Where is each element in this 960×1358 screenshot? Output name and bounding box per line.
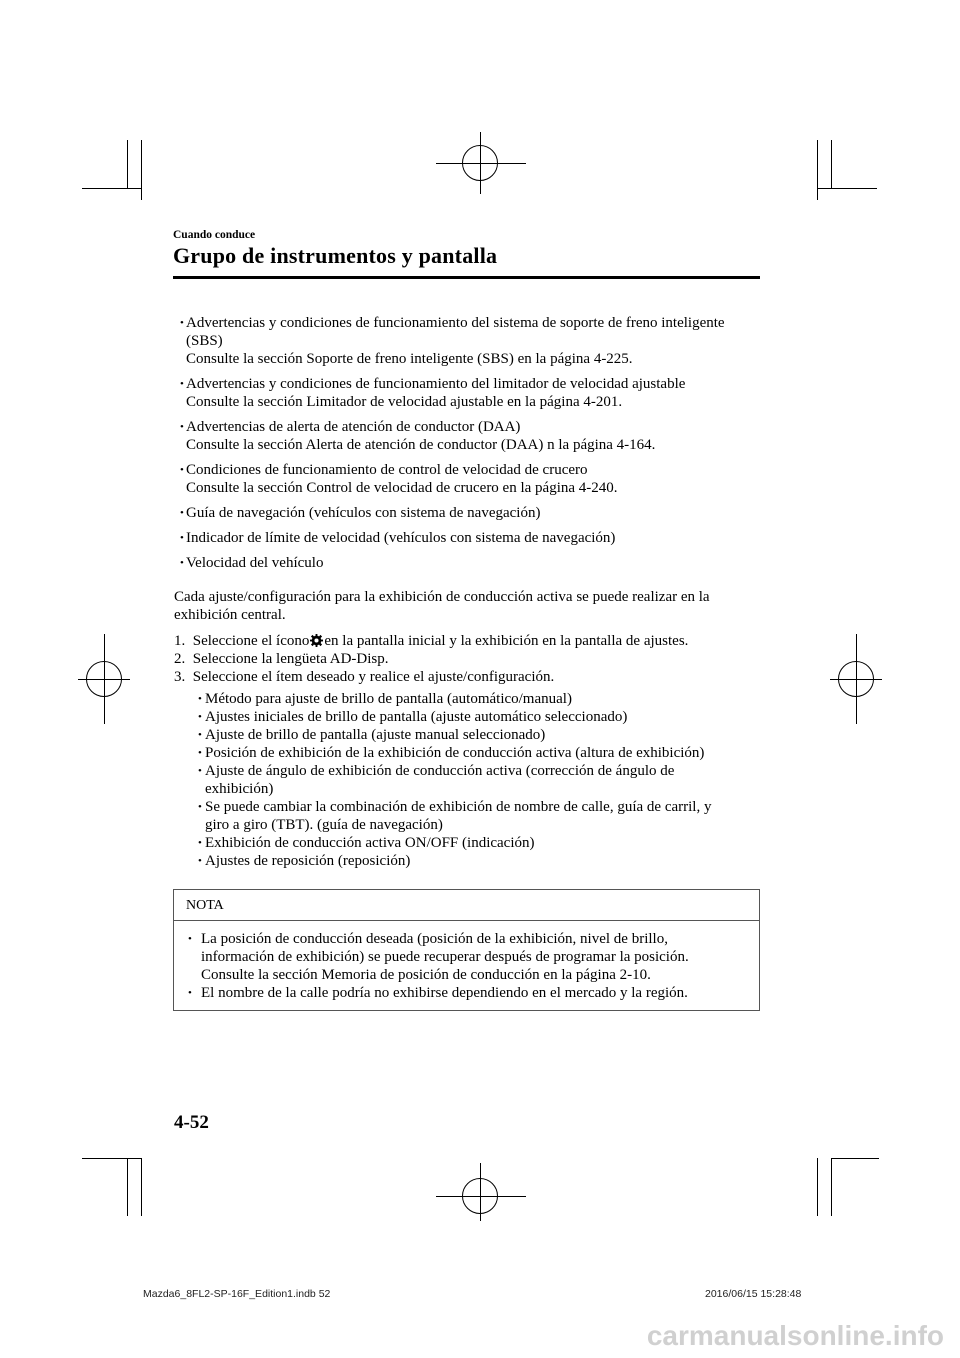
list-item-line: Condiciones de funcionamiento de control de velocidad de crucero — [186, 462, 588, 478]
list-item-line: Advertencias y condiciones de funcionamiento del sistema de soporte de freno inteligente — [186, 315, 725, 331]
page-number: 4-52 — [174, 1112, 209, 1133]
bullet-dot: • — [180, 421, 184, 433]
list-item-line: Consulte la sección Limitador de velocidad ajustable en la página 4-201. — [186, 394, 623, 410]
bullet-dot: • — [198, 837, 202, 849]
step-number: 1. — [174, 633, 186, 649]
bullet-dot: • — [198, 729, 202, 741]
note-heading: NOTA — [186, 898, 224, 913]
list-item-line: Exhibición de conducción activa ON/OFF (indicación) — [205, 835, 535, 851]
note-item-line: La posición de conducción deseada (posición de la exhibición, nivel de brillo, — [201, 931, 668, 947]
note-divider — [174, 920, 759, 921]
bullet-dot: • — [180, 464, 184, 476]
bullet-dot: • — [180, 532, 184, 544]
list-item-line: Indicador de límite de velocidad (vehículos con sistema de navegación) — [186, 530, 616, 546]
list-item-line: Ajuste de brillo de pantalla (ajuste manual seleccionado) — [205, 727, 546, 743]
list-item-line: (SBS) — [186, 333, 223, 349]
note-item-line: información de exhibición) se puede recuperar después de programar la posición. — [201, 949, 689, 965]
title-rule — [173, 276, 760, 279]
paragraph-line: Cada ajuste/configuración para la exhibición de conducción activa se puede realizar en la — [174, 589, 710, 605]
bullet-dot: • — [198, 747, 202, 759]
page-title: Grupo de instrumentos y pantalla — [173, 243, 498, 268]
list-item-line: Ajustes iniciales de brillo de pantalla (ajuste automático seleccionado) — [205, 709, 628, 725]
paragraph-line: exhibición central. — [174, 607, 286, 623]
list-item-line: Ajuste de ángulo de exhibición de conducción activa (corrección de ángulo de — [205, 763, 675, 779]
watermark: carmanualsonline.info — [646, 1320, 944, 1351]
step-text: Seleccione el ítem deseado y realice el ajuste/configuración. — [192, 669, 555, 685]
list-item-line: Advertencias y condiciones de funcionamiento del limitador de velocidad ajustable — [186, 376, 686, 392]
section-label: Cuando conduce — [173, 229, 256, 241]
step-text: Seleccione la lengüeta AD-Disp. — [192, 651, 389, 667]
list-item-line: Consulte la sección Alerta de atención de conductor (DAA) n la página 4-164. — [186, 437, 656, 453]
list-item-line: Advertencias de alerta de atención de conductor (DAA) — [186, 419, 521, 435]
step-item — [174, 632, 688, 650]
step-text: en la pantalla inicial y la exhibición en la pantalla de ajustes. — [324, 633, 689, 649]
footer-timestamp: 2016/06/15 15:28:48 — [705, 1288, 802, 1300]
list-item-line: Ajustes de reposición (reposición) — [205, 853, 411, 869]
bullet-dot: • — [180, 378, 184, 390]
note-item-line: El nombre de la calle podría no exhibirse dependiendo en el mercado y la región. — [201, 985, 688, 1001]
bullet-dot: • — [198, 711, 202, 723]
note-item-line: Consulte la sección Memoria de posición de conducción en la página 2-10. — [201, 967, 651, 983]
step-number: 2. — [174, 651, 186, 667]
note-box — [173, 889, 760, 1011]
list-item-line: giro a giro (TBT). (guía de navegación) — [205, 817, 443, 833]
list-item-line: Posición de exhibición de la exhibición de conducción activa (altura de exhibición) — [205, 745, 705, 761]
note-bullet-dot: • — [188, 987, 192, 999]
bullet-dot: • — [180, 317, 184, 329]
bullet-dot: • — [198, 801, 202, 813]
list-item-line: Se puede cambiar la combinación de exhibición de nombre de calle, guía de carril, y — [205, 799, 712, 815]
list-item-line: exhibición) — [205, 781, 274, 797]
list-item-line: Método para ajuste de brillo de pantalla (automático/manual) — [205, 691, 572, 707]
list-item-line: Consulte la sección Control de velocidad de crucero en la página 4-240. — [186, 480, 618, 496]
step-item — [174, 650, 389, 668]
note-bullet-dot: • — [188, 933, 192, 945]
list-item-line: Consulte la sección Soporte de freno inteligente (SBS) en la página 4-225. — [186, 351, 633, 367]
footer-filename: Mazda6_8FL2-SP-16F_Edition1.indb 52 — [143, 1288, 331, 1300]
bullet-dot: • — [198, 693, 202, 705]
gear-icon — [310, 634, 323, 647]
bullet-dot: • — [198, 855, 202, 867]
list-item-line: Guía de navegación (vehículos con sistema de navegación) — [186, 505, 541, 521]
step-text: Seleccione el ícono — [192, 633, 310, 649]
list-item-line: Velocidad del vehículo — [186, 555, 324, 571]
bullet-dot: • — [180, 507, 184, 519]
bullet-dot: • — [198, 765, 202, 777]
step-item — [174, 668, 554, 686]
step-number: 3. — [174, 669, 186, 685]
bullet-dot: • — [180, 557, 184, 569]
